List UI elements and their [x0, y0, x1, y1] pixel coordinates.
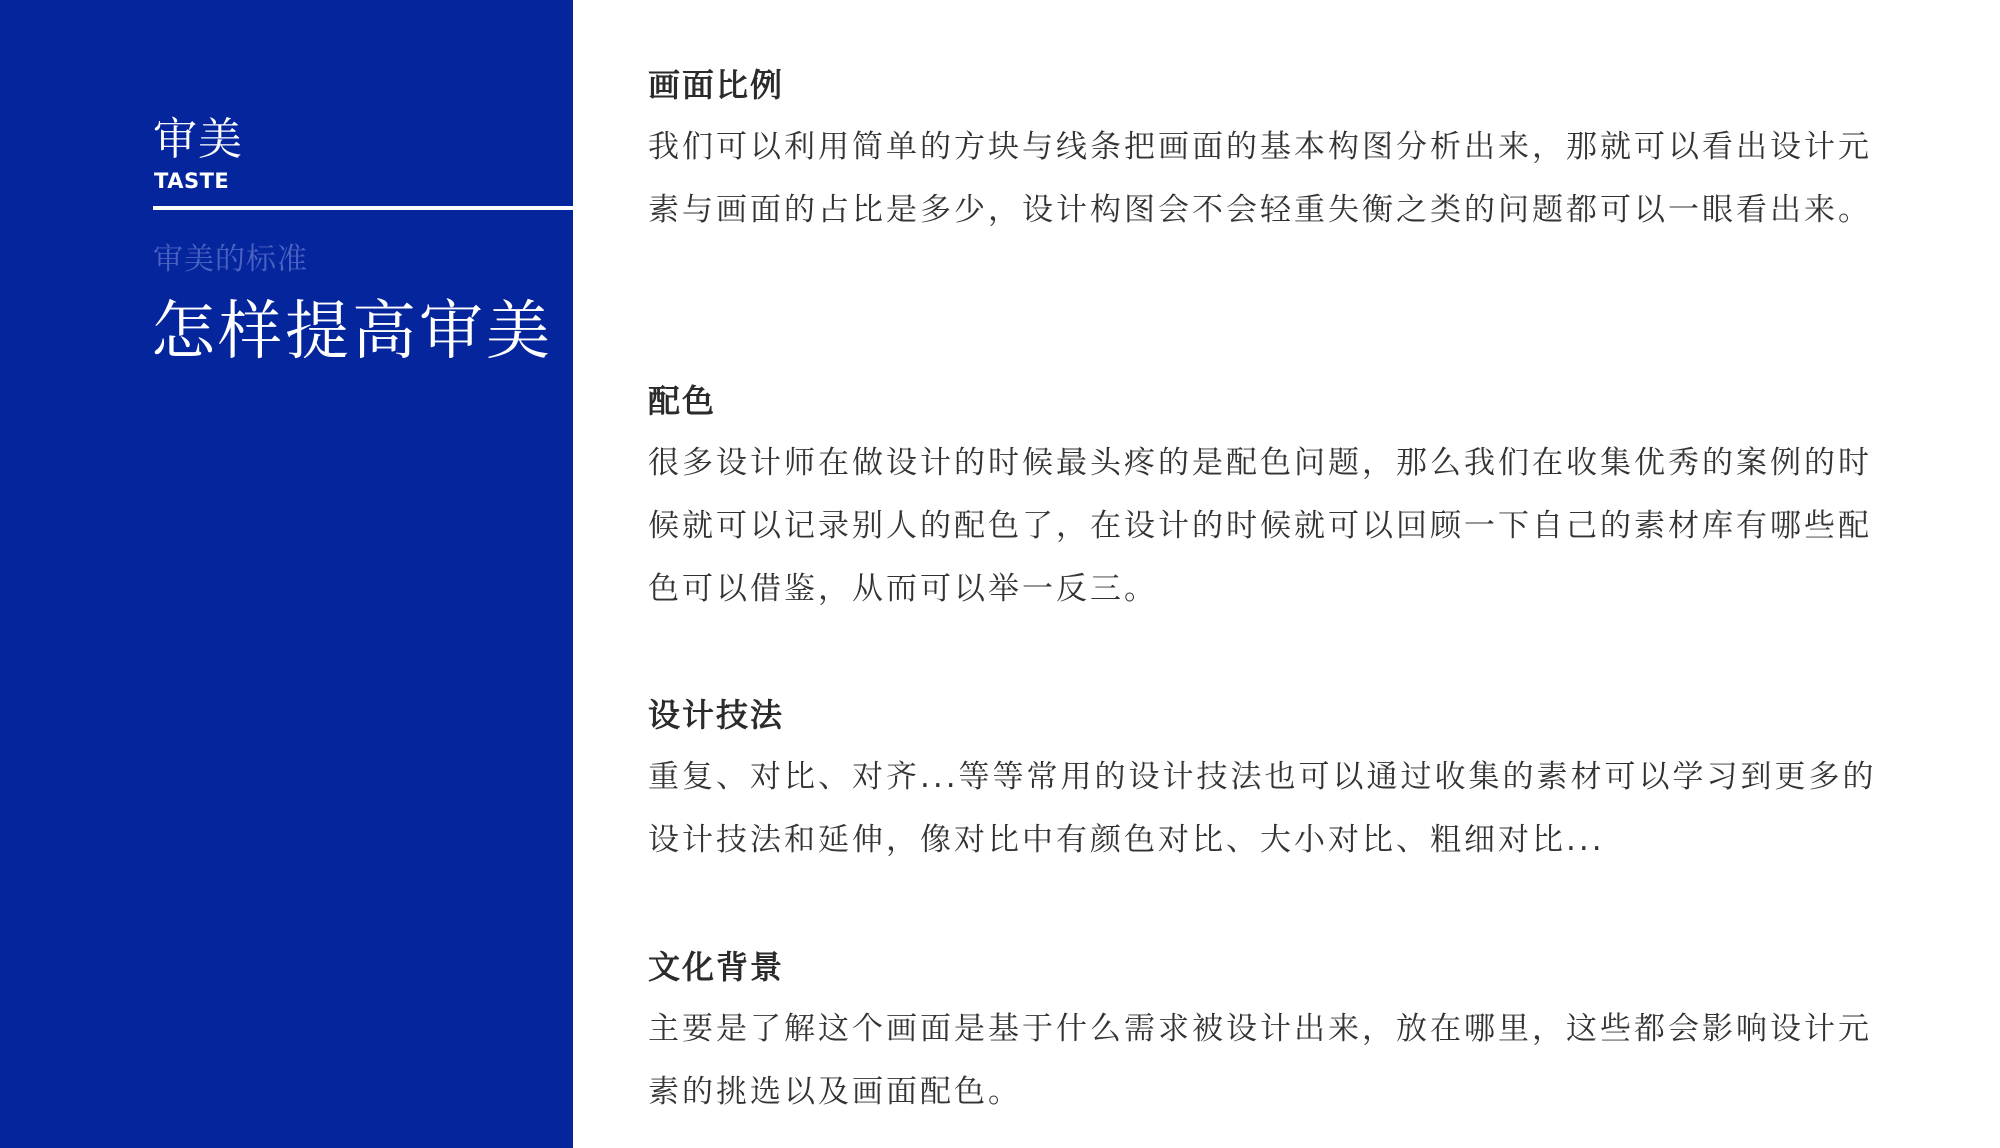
sidebar-heading: 审美: [153, 114, 243, 165]
section-cultural-background: [648, 938, 1883, 1124]
sidebar-caption: 审美的标准: [153, 242, 308, 277]
section-proportion: [648, 56, 1883, 242]
sidebar-divider: [153, 206, 573, 210]
section-techniques: [648, 686, 1883, 872]
section-color: [648, 372, 1883, 621]
section-title: 文化背景: [648, 948, 785, 986]
sidebar-panel: [0, 0, 573, 1148]
section-body: 很多设计师在做设计的时候最头疼的是配色问题，那么我们在收集优秀的案例的时候就可以记录别人的配色了，在设计的时候就可以回顾一下自己的素材库有哪些配色可以借鉴，从而可以举一反三。: [648, 445, 1872, 607]
section-title: 画面比例: [648, 66, 785, 104]
section-title: 配色: [648, 382, 717, 420]
section-title: 设计技法: [648, 696, 785, 734]
page-title: 怎样提高审美: [151, 295, 553, 369]
section-body: 主要是了解这个画面是基于什么需求被设计出来，放在哪里，这些都会影响设计元素的挑选以及画面配色。: [648, 1011, 1872, 1110]
section-body: 我们可以利用简单的方块与线条把画面的基本构图分析出来，那就可以看出设计元素与画面的占比是多少，设计构图会不会轻重失衡之类的问题都可以一眼看出来。: [648, 129, 1872, 228]
section-body: 重复、对比、对齐...等等常用的设计技法也可以通过收集的素材可以学习到更多的设计技法和延伸，像对比中有颜色对比、大小对比、粗细对比...: [648, 759, 1877, 858]
sidebar-subheading: TASTE: [154, 169, 230, 193]
